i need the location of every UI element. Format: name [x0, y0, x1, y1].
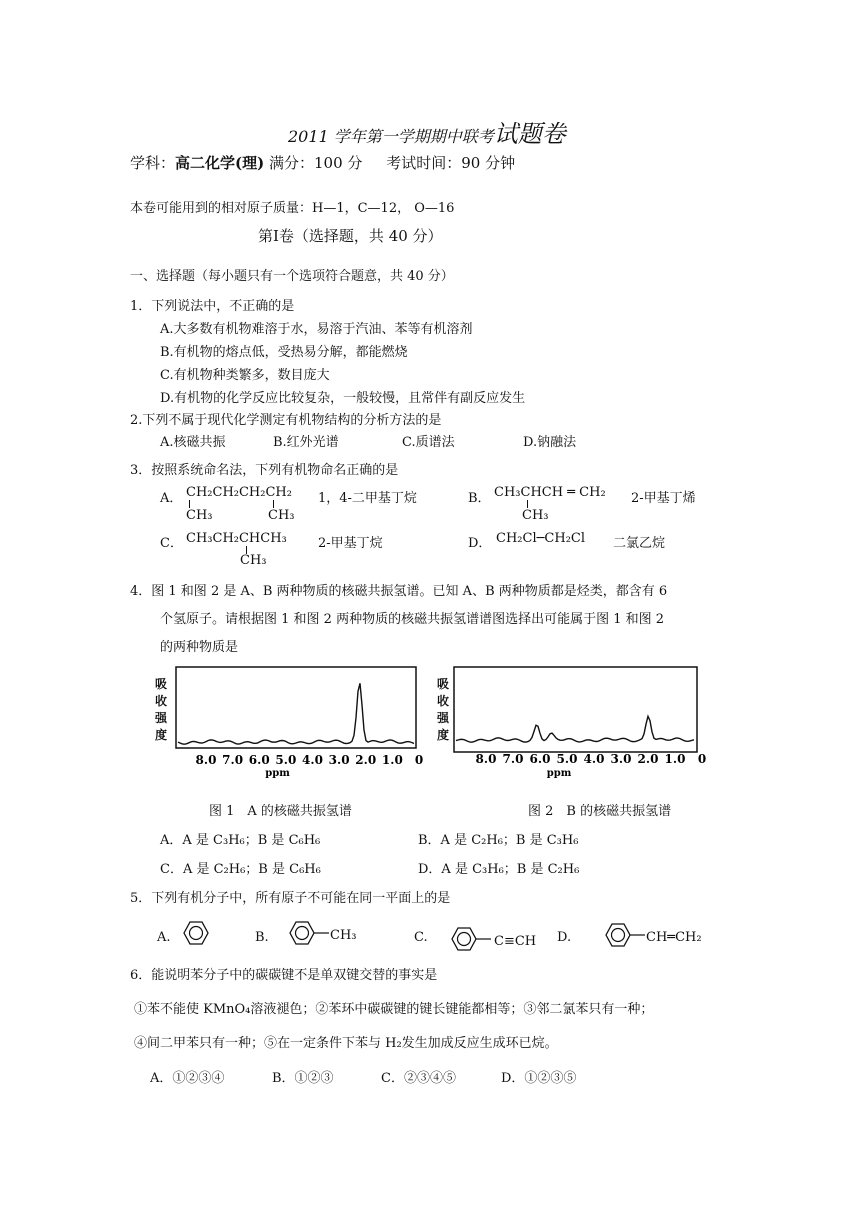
chart-frame — [454, 667, 697, 752]
q5-option-d-label: D. — [557, 930, 572, 945]
x-axis-label: ppm — [546, 768, 572, 779]
x-tick-label: 7.0 — [222, 753, 244, 767]
q1-option-c: C.有机物种类繁多，数目庞大 — [160, 368, 330, 383]
x-tick-label: 4.0 — [302, 753, 323, 767]
q3-option-b-label: B． — [468, 491, 491, 506]
q4-stem-line3: 的两种物质是 — [160, 640, 239, 655]
q4-stem-line1: 4．图 1 和图 2 是 A、B 两种物质的核磁共振氢谱。已知 A、B 两种物质都是烃类，都含有 6 — [130, 584, 668, 599]
x-tick-label: 1.0 — [664, 752, 686, 766]
q3-option-a-formula: CH₂CH₂CH₂CH₂ — [186, 485, 292, 500]
q6-facts-line1: ①苯不能使 KMnO₄溶液褪色；②苯环中碳碳键的键长键能都相等；③邻二氯苯只有一种； — [134, 1002, 654, 1017]
x-tick-label: 3.0 — [328, 753, 350, 767]
q2-stem: 2.下列不属于现代化学测定有机物结构的分析方法的是 — [130, 413, 442, 428]
chart1-ylabel: 吸收强度 — [155, 677, 168, 742]
x-tick-label: 6.0 — [248, 753, 270, 767]
q1-option-b: B.有机物的熔点低，受热易分解，都能燃烧 — [160, 345, 408, 360]
x-tick-label: 5.0 — [275, 753, 297, 767]
exam-time: 考试时间：90 分钟 — [386, 154, 516, 172]
x-tick-label: 5.0 — [556, 752, 578, 766]
q5-option-d-group: CH═CH₂ — [646, 930, 702, 945]
styrene-ring-icon — [600, 920, 650, 950]
q6-option-b: B．①②③ — [272, 1071, 334, 1086]
q6-facts-line2: ④间二甲苯只有一种；⑤在一定条件下苯与 H₂发生加成反应生成环已烷。 — [134, 1036, 558, 1051]
chart2-ylabel: 吸收强度 — [437, 677, 450, 742]
q1-option-d: D.有机物的化学反应比较复杂，一般较慢，且常伴有副反应发生 — [160, 391, 526, 406]
q3-option-a-label: A． — [160, 491, 183, 506]
q3-option-b-sub: CH₃ — [522, 508, 549, 523]
q6-stem: 6．能说明苯分子中的碳碳键不是单双键交替的事实是 — [130, 968, 438, 983]
q4-option-d: D．A 是 C₃H₆；B 是 C₂H₆ — [418, 862, 580, 877]
x-tick-label: 7.0 — [502, 752, 524, 766]
q3-option-c-label: C． — [160, 536, 183, 551]
x-tick-label: 2.0 — [355, 753, 377, 767]
fig2-caption: 图 2 B 的核磁共振氢谱 — [528, 804, 672, 819]
q2-option-b: B.红外光谱 — [273, 435, 339, 450]
q5-option-a-label: A. — [157, 930, 171, 945]
atomic-mass-note: 本卷可能用到的相对原子质量：H—1，C—12， O—16 — [130, 201, 455, 216]
x-axis-label: ppm — [265, 768, 290, 779]
q3-option-c-sub: CH₃ — [240, 553, 267, 568]
q2-option-a: A.核磁共振 — [160, 435, 226, 450]
fig1-caption: 图 1 A 的核磁共振氢谱 — [209, 804, 352, 819]
title-prefix: 2011 学年第一学期期中联考 — [288, 127, 494, 146]
q3-option-d-formula: CH₂Cl─CH₂Cl — [496, 531, 586, 546]
q5-option-c-label: C. — [414, 930, 428, 945]
q6-option-c: C．②③④⑤ — [381, 1071, 456, 1086]
q3-option-b-name: 2-甲基丁烯 — [631, 491, 696, 506]
q3-option-c-formula: CH₃CH₂CHCH₃ — [186, 531, 287, 546]
q4-option-a: A．A 是 C₃H₆；B 是 C₆H₆ — [160, 833, 321, 848]
benzene-ring-icon — [176, 918, 216, 948]
q3-option-c-name: 2-甲基丁烷 — [318, 536, 383, 551]
x-tick-label: 6.0 — [529, 752, 551, 766]
x-tick-label: 8.0 — [475, 752, 497, 766]
subject-label: 学科： — [130, 154, 176, 172]
x-tick-label: 1.0 — [381, 753, 403, 767]
q6-option-a: A．①②③④ — [150, 1071, 225, 1086]
q3-option-d-name: 二氯乙烷 — [613, 536, 666, 551]
x-tick-label: 0 — [414, 753, 424, 767]
toluene-ring-icon — [284, 918, 334, 948]
phenylacetylene-ring-icon — [446, 924, 496, 954]
full-score: 满分：100 分 — [269, 154, 363, 172]
q5-option-c-group: C≡CH — [494, 934, 537, 949]
q3-option-a-sub-left: CH₃ — [186, 508, 213, 523]
x-tick-label: 4.0 — [583, 752, 605, 766]
q6-option-d: D．①②③⑤ — [501, 1071, 577, 1086]
x-tick-label: 8.0 — [195, 753, 217, 767]
q4-option-c: C．A 是 C₂H₆；B 是 C₆H₆ — [160, 862, 321, 877]
q5-option-b-group: CH₃ — [330, 928, 357, 943]
q3-stem: 3．按照系统命名法，下列有机物命名正确的是 — [130, 463, 399, 478]
q3-option-a-sub-right: CH₃ — [268, 508, 295, 523]
q1-stem: 1．下列说法中，不正确的是 — [130, 299, 295, 314]
q5-stem: 5．下列有机分子中，所有原子不可能在同一平面上的是 — [130, 891, 451, 906]
section-title: 第Ⅰ卷（选择题，共 40 分） — [258, 227, 443, 245]
subject-value: 高二化学(理) — [175, 154, 265, 172]
q1-option-a: A.大多数有机物难溶于水，易溶于汽油、苯等有机溶剂 — [160, 322, 473, 337]
x-tick-label: 0 — [697, 752, 707, 766]
q3-option-b-formula: CH₃CHCH ═ CH₂ — [494, 485, 606, 500]
q5-option-b-label: B. — [255, 930, 269, 945]
x-tick-label: 2.0 — [637, 752, 659, 766]
x-tick-label: 3.0 — [610, 752, 632, 766]
q2-option-c: C.质谱法 — [402, 435, 455, 450]
q2-option-d: D.钠融法 — [523, 435, 577, 450]
part-title: 一、选择题（每小题只有一个选项符合题意，共 40 分） — [130, 269, 454, 284]
spectrum-line — [456, 716, 694, 742]
q4-option-b: B．A 是 C₂H₆；B 是 C₃H₆ — [418, 833, 579, 848]
q3-option-a-name: 1，4-二甲基丁烷 — [318, 491, 417, 506]
title-suffix: 试题卷 — [493, 120, 566, 148]
q4-stem-line2: 个氢原子。请根据图 1 和图 2 两种物质的核磁共振氢谱谱图选择出可能属于图 1 和图 2 — [160, 612, 665, 627]
q3-option-d-label: D． — [468, 536, 492, 551]
